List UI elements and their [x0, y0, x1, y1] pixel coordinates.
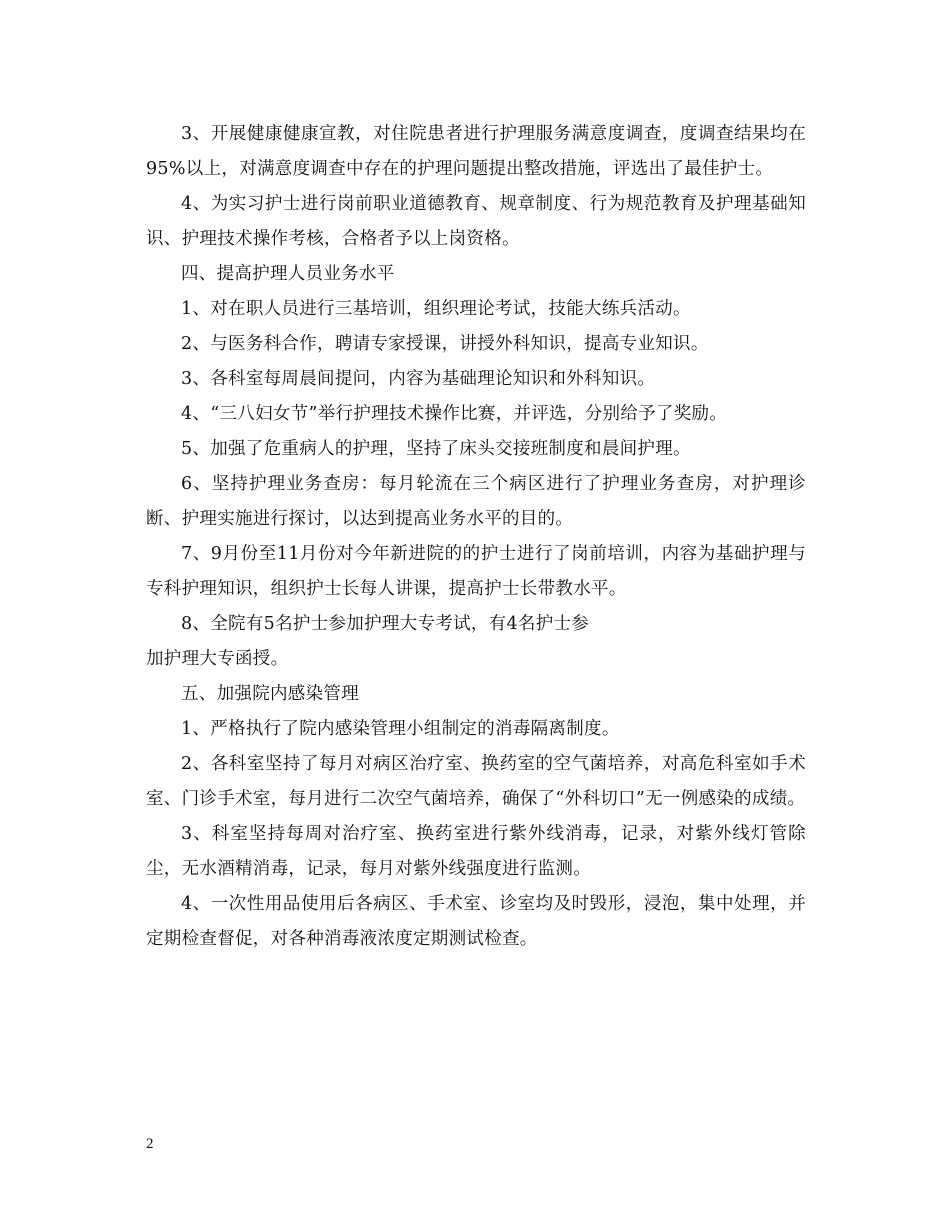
- paragraph: 2、各科室坚持了每月对病区治疗室、换药室的空气菌培养，对高危科室如手术室、门诊手术室，每月进行二次空气菌培养，确保了“外科切口”无一例感染的成绩。: [146, 754, 806, 809]
- document-body: [146, 117, 806, 957]
- paragraph: 6、坚持护理业务查房：每月轮流在三个病区进行了护理业务查房，对护理诊断、护理实施进行探讨，以达到提高业务水平的目的。: [146, 474, 806, 529]
- paragraph: 4、为实习护士进行岗前职业道德教育、规章制度、行为规范教育及护理基础知识、护理技术操作考核，合格者予以上岗资格。: [146, 194, 806, 249]
- paragraph: 3、各科室每周晨间提问，内容为基础理论知识和外科知识。: [181, 369, 656, 389]
- paragraph: 3、科室坚持每周对治疗室、换药室进行紫外线消毒，记录，对紫外线灯管除尘，无水酒精消毒，记录，每月对紫外线强度进行监测。: [146, 824, 806, 879]
- page-number: 2: [146, 1136, 154, 1152]
- paragraph: 4、一次性用品使用后各病区、手术室、诊室均及时毁形，浸泡，集中处理，并定期检查督促，对各种消毒液浓度定期测试检查。: [146, 894, 806, 949]
- paragraph: 5、加强了危重病人的护理，坚持了床头交接班制度和晨间护理。: [181, 439, 691, 459]
- paragraph: 2、与医务科合作，聘请专家授课，讲授外科知识，提高专业知识。: [181, 334, 709, 354]
- section-heading: 四、提高护理人员业务水平: [181, 264, 395, 284]
- paragraph: 7、9月份至11月份对今年新进院的的护士进行了岗前培训，内容为基础护理与专科护理知识，组织护士长每人讲课，提高护士长带教水平。: [146, 544, 806, 599]
- section-heading: 五、加强院内感染管理: [181, 684, 359, 704]
- paragraph: 4、“三八妇女节”举行护理技术操作比赛，并评选，分别给予了奖励。: [181, 404, 728, 424]
- paragraph: 1、严格执行了院内感染管理小组制定的消毒隔离制度。: [181, 719, 620, 739]
- paragraph: 3、开展健康健康宣教，对住院患者进行护理服务满意度调查，度调查结果均在95%以上，对满意度调查中存在的护理问题提出整改措施，评选出了最佳护士。: [146, 124, 806, 179]
- paragraph-continuation: 加护理大专函授。: [146, 649, 289, 669]
- paragraph: 8、全院有5名护士参加护理大专考试，有4名护士参: [181, 614, 590, 634]
- paragraph: 1、对在职人员进行三基培训，组织理论考试，技能大练兵活动。: [181, 299, 691, 319]
